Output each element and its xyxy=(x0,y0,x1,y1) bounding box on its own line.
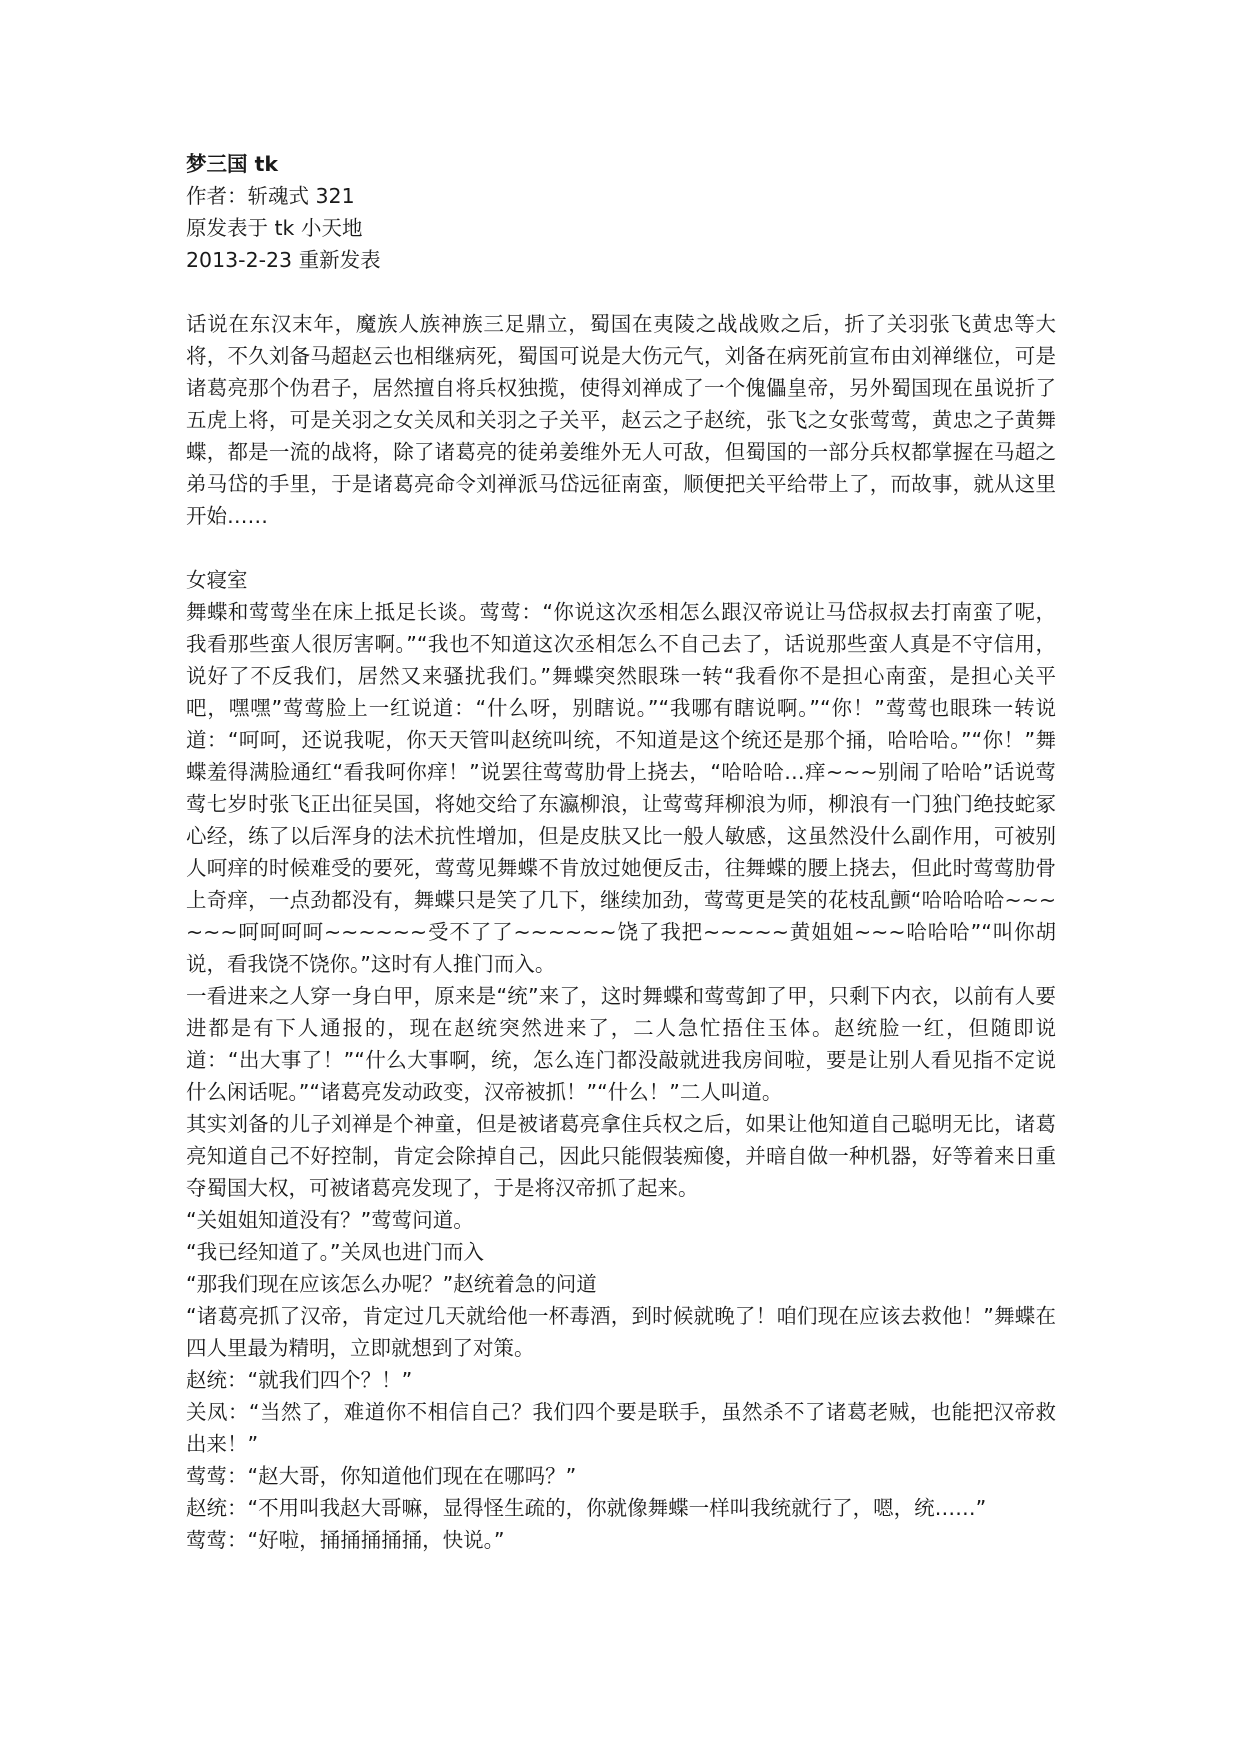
story-paragraph: “那我们现在应该怎么办呢？”赵统着急的问道 xyxy=(186,1272,597,1296)
story-paragraph: “我已经知道了。”关凤也进门而入 xyxy=(186,1240,484,1264)
story-paragraph: 一看进来之人穿一身白甲，原来是“统”来了，这时舞蝶和莺莺卸了甲，只剩下内衣，以前有人要进都是有下人通报的，现在赵统突然进来了，二人急忙捂住玉体。赵统脸一红，但随即说道：“出大事了！”“什么大事啊，统，怎么连门都没敲就进我房间啦，要是让别人看见指不定说什么闲话呢。”“诸葛亮发动政变，汉帝被抓！”“什么！”二人叫道。 xyxy=(186,984,1056,1104)
author-line: 作者：斩魂式 321 xyxy=(186,184,355,208)
story-paragraph: 莺莺：“赵大哥，你知道他们现在在哪吗？” xyxy=(186,1464,577,1488)
story-paragraph: 赵统：“就我们四个？！” xyxy=(186,1368,413,1392)
story-paragraph: “关姐姐知道没有？”莺莺问道。 xyxy=(186,1208,474,1232)
story-paragraph: 关凤：“当然了，难道你不相信自己？我们四个要是联手，虽然杀不了诸葛老贼，也能把汉帝救出来！” xyxy=(186,1400,1056,1456)
spacer xyxy=(186,532,1056,564)
story-paragraph: 赵统：“不用叫我赵大哥嘛，显得怪生疏的，你就像舞蝶一样叫我统就行了，嗯，统……” xyxy=(186,1496,987,1520)
document-page xyxy=(186,148,1056,1556)
source-line: 原发表于 tk 小天地 xyxy=(186,216,363,240)
story-paragraph: 莺莺：“好啦，捅捅捅捅捅，快说。” xyxy=(186,1528,505,1552)
document-title: 梦三国 tk xyxy=(186,152,279,176)
intro-paragraph: 话说在东汉末年，魔族人族神族三足鼎立，蜀国在夷陵之战战败之后，折了关羽张飞黄忠等大将，不久刘备马超赵云也相继病死，蜀国可说是大伤元气，刘备在病死前宣布由刘禅继位，可是诸葛亮那个伪君子，居然擅自将兵权独揽，使得刘禅成了一个傀儡皇帝，另外蜀国现在虽说折了五虎上将，可是关羽之女关凤和关羽之子关平，赵云之子赵统，张飞之女张莺莺，黄忠之子黄舞蝶，都是一流的战将，除了诸葛亮的徒弟姜维外无人可敌，但蜀国的一部分兵权都掌握在马超之弟马岱的手里，于是诸葛亮命令刘禅派马岱远征南蛮，顺便把关平给带上了，而故事，就从这里开始…… xyxy=(186,312,1056,528)
spacer xyxy=(186,276,1056,308)
date-line: 2013-2-23 重新发表 xyxy=(186,248,381,272)
story-paragraph: 其实刘备的儿子刘禅是个神童，但是被诸葛亮拿住兵权之后，如果让他知道自己聪明无比，诸葛亮知道自己不好控制，肯定会除掉自己，因此只能假装痴傻，并暗自做一种机器，好等着来日重夺蜀国大权，可被诸葛亮发现了，于是将汉帝抓了起来。 xyxy=(186,1112,1056,1200)
story-paragraph: 舞蝶和莺莺坐在床上抵足长谈。莺莺：“你说这次丞相怎么跟汉帝说让马岱叔叔去打南蛮了呢，我看那些蛮人很厉害啊。”“我也不知道这次丞相怎么不自己去了，话说那些蛮人真是不守信用，说好了不反我们，居然又来骚扰我们。”舞蝶突然眼珠一转“我看你不是担心南蛮，是担心关平吧，嘿嘿”莺莺脸上一红说道：“什么呀，别瞎说。”“我哪有瞎说啊。”“你！”莺莺也眼珠一转说道：“呵呵，还说我呢，你天天管叫赵统叫统，不知道是这个统还是那个捅，哈哈哈。”“你！”舞蝶羞得满脸通红“看我呵你痒！”说罢往莺莺肋骨上挠去，“哈哈哈…痒~~~别闹了哈哈”话说莺莺七岁时张飞正出征吴国，将她交给了东瀛柳浪，让莺莺拜柳浪为师，柳浪有一门独门绝技蛇冢心经，练了以后浑身的法术抗性增加，但是皮肤又比一般人敏感，这虽然没什么副作用，可被别人呵痒的时候难受的要死，莺莺见舞蝶不肯放过她便反击，往舞蝶的腰上挠去，但此时莺莺肋骨上奇痒，一点劲都没有，舞蝶只是笑了几下，继续加劲，莺莺更是笑的花枝乱颤“哈哈哈哈~~~~~~呵呵呵呵~~~~~~受不了了~~~~~~饶了我把~~~~~黄姐姐~~~哈哈哈”“叫你胡说，看我饶不饶你。”这时有人推门而入。 xyxy=(186,600,1056,976)
section-heading: 女寝室 xyxy=(186,568,248,592)
story-paragraph: “诸葛亮抓了汉帝，肯定过几天就给他一杯毒酒，到时候就晚了！咱们现在应该去救他！”舞蝶在四人里最为精明，立即就想到了对策。 xyxy=(186,1304,1056,1360)
